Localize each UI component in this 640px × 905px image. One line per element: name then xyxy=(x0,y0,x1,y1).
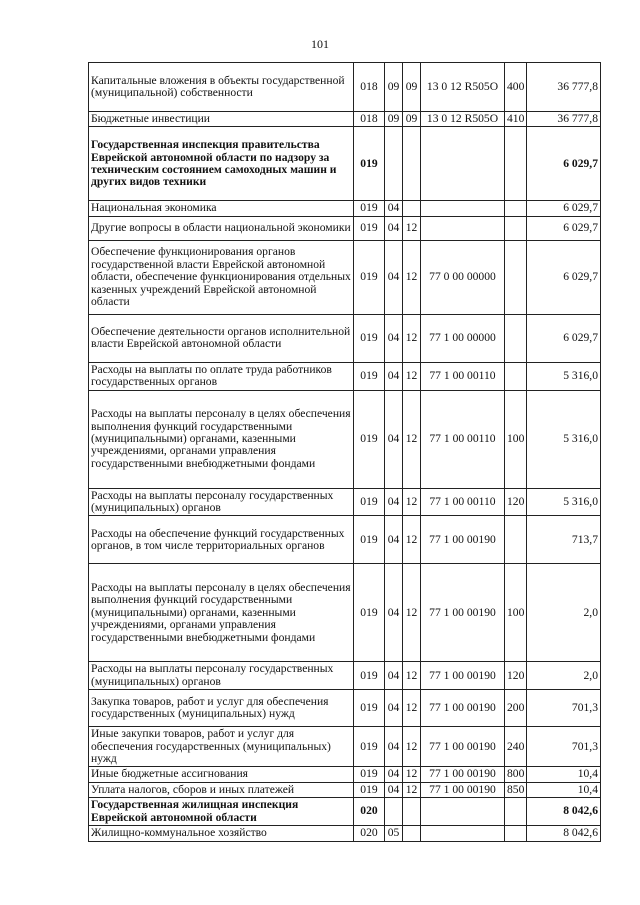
row-amount: 10,4 xyxy=(527,767,601,782)
row-subsection-code: 09 xyxy=(403,63,421,112)
table-row xyxy=(89,488,601,516)
table-row xyxy=(89,782,601,797)
row-expense-type-code: 850 xyxy=(505,782,527,797)
row-expense-type-code xyxy=(505,826,527,841)
row-name: Жилищно-коммунальное хозяйство xyxy=(89,826,354,841)
row-expense-type-code: 800 xyxy=(505,767,527,782)
row-expense-type-code xyxy=(505,201,527,216)
table-row xyxy=(89,826,601,841)
table-row xyxy=(89,240,601,314)
row-expense-type-code: 240 xyxy=(505,727,527,767)
table-row xyxy=(89,314,601,362)
row-section-code: 04 xyxy=(385,727,403,767)
row-name: Капитальные вложения в объекты государственной (муниципальной) собственности xyxy=(89,63,354,112)
table-row xyxy=(89,127,601,201)
row-expense-type-code xyxy=(505,127,527,201)
row-ved-code: 020 xyxy=(354,798,385,826)
row-subsection-code: 12 xyxy=(403,390,421,488)
row-target-article-code: 77 1 00 00190 xyxy=(421,690,505,727)
row-target-article-code: 77 0 00 00000 xyxy=(421,240,505,314)
row-subsection-code xyxy=(403,826,421,841)
row-section-code: 09 xyxy=(385,63,403,112)
row-section-code: 04 xyxy=(385,390,403,488)
row-ved-code: 019 xyxy=(354,201,385,216)
row-subsection-code: 12 xyxy=(403,240,421,314)
row-section-code: 04 xyxy=(385,662,403,690)
row-subsection-code xyxy=(403,201,421,216)
row-ved-code: 019 xyxy=(354,662,385,690)
row-target-article-code: 77 1 00 00190 xyxy=(421,662,505,690)
table-row xyxy=(89,727,601,767)
row-target-article-code: 77 1 00 00110 xyxy=(421,390,505,488)
row-ved-code: 019 xyxy=(354,488,385,516)
row-expense-type-code xyxy=(505,362,527,390)
row-amount: 6 029,7 xyxy=(527,201,601,216)
row-amount: 2,0 xyxy=(527,662,601,690)
table-row xyxy=(89,112,601,127)
page-number: 101 xyxy=(311,37,329,51)
row-amount: 6 029,7 xyxy=(527,127,601,201)
row-amount: 5 316,0 xyxy=(527,362,601,390)
table-row xyxy=(89,564,601,662)
row-ved-code: 019 xyxy=(354,516,385,564)
row-amount: 5 316,0 xyxy=(527,488,601,516)
row-amount: 36 777,8 xyxy=(527,112,601,127)
row-target-article-code: 77 1 00 00190 xyxy=(421,516,505,564)
row-subsection-code: 12 xyxy=(403,727,421,767)
row-ved-code: 019 xyxy=(354,314,385,362)
budget-table-body xyxy=(89,63,601,842)
row-amount: 36 777,8 xyxy=(527,63,601,112)
row-name: Расходы на выплаты персоналу государственных (муниципальных) органов xyxy=(89,662,354,690)
row-name: Расходы на выплаты персоналу государственных (муниципальных) органов xyxy=(89,488,354,516)
row-amount: 2,0 xyxy=(527,564,601,662)
row-expense-type-code xyxy=(505,516,527,564)
row-ved-code: 018 xyxy=(354,112,385,127)
row-subsection-code xyxy=(403,798,421,826)
row-name: Национальная экономика xyxy=(89,201,354,216)
row-name: Закупка товаров, работ и услуг для обеспечения государственных (муниципальных) нужд xyxy=(89,690,354,727)
row-ved-code: 019 xyxy=(354,127,385,201)
budget-table xyxy=(88,62,601,842)
row-target-article-code xyxy=(421,798,505,826)
row-subsection-code: 12 xyxy=(403,662,421,690)
row-expense-type-code: 100 xyxy=(505,564,527,662)
row-name: Государственная жилищная инспекция Еврейской автономной области xyxy=(89,798,354,826)
row-section-code xyxy=(385,127,403,201)
row-section-code: 05 xyxy=(385,826,403,841)
row-section-code: 04 xyxy=(385,201,403,216)
table-row xyxy=(89,516,601,564)
row-amount: 8 042,6 xyxy=(527,826,601,841)
row-target-article-code xyxy=(421,826,505,841)
row-section-code: 04 xyxy=(385,240,403,314)
row-target-article-code: 77 1 00 00190 xyxy=(421,767,505,782)
table-row xyxy=(89,362,601,390)
row-expense-type-code: 120 xyxy=(505,662,527,690)
row-name: Расходы на выплаты по оплате труда работников государственных органов xyxy=(89,362,354,390)
row-name: Иные бюджетные ассигнования xyxy=(89,767,354,782)
row-subsection-code: 12 xyxy=(403,516,421,564)
row-section-code: 04 xyxy=(385,314,403,362)
row-expense-type-code: 410 xyxy=(505,112,527,127)
row-target-article-code: 77 1 00 00190 xyxy=(421,564,505,662)
row-target-article-code xyxy=(421,201,505,216)
row-section-code: 09 xyxy=(385,112,403,127)
row-ved-code: 019 xyxy=(354,727,385,767)
row-section-code: 04 xyxy=(385,362,403,390)
row-ved-code: 019 xyxy=(354,216,385,240)
row-subsection-code: 12 xyxy=(403,690,421,727)
row-target-article-code: 77 1 00 00190 xyxy=(421,727,505,767)
row-target-article-code: 77 1 00 00190 xyxy=(421,782,505,797)
row-ved-code: 019 xyxy=(354,690,385,727)
row-section-code: 04 xyxy=(385,488,403,516)
row-section-code: 04 xyxy=(385,516,403,564)
row-expense-type-code: 100 xyxy=(505,390,527,488)
row-amount: 701,3 xyxy=(527,690,601,727)
table-row xyxy=(89,201,601,216)
row-expense-type-code xyxy=(505,314,527,362)
row-ved-code: 019 xyxy=(354,782,385,797)
row-target-article-code: 13 0 12 R505O xyxy=(421,112,505,127)
table-row xyxy=(89,216,601,240)
row-amount: 8 042,6 xyxy=(527,798,601,826)
row-name: Расходы на обеспечение функций государственных органов, в том числе территориальных органов xyxy=(89,516,354,564)
table-row xyxy=(89,767,601,782)
row-section-code: 04 xyxy=(385,782,403,797)
row-ved-code: 019 xyxy=(354,362,385,390)
row-ved-code: 019 xyxy=(354,564,385,662)
row-ved-code: 019 xyxy=(354,390,385,488)
table-row xyxy=(89,662,601,690)
row-subsection-code: 12 xyxy=(403,362,421,390)
row-name: Расходы на выплаты персоналу в целях обеспечения выполнения функций государственными (муниципальными) органами, казенными учреждениями, органами управления государственными внебюджетными фондами xyxy=(89,564,354,662)
row-name: Другие вопросы в области национальной экономики xyxy=(89,216,354,240)
row-subsection-code: 12 xyxy=(403,314,421,362)
row-subsection-code xyxy=(403,127,421,201)
row-name: Обеспечение функционирования органов государственной власти Еврейской автономной области, обеспечение функционирования отдельных казенных учреждений Еврейской автономной области xyxy=(89,240,354,314)
row-subsection-code: 12 xyxy=(403,782,421,797)
row-amount: 701,3 xyxy=(527,727,601,767)
row-section-code: 04 xyxy=(385,564,403,662)
row-section-code xyxy=(385,798,403,826)
table-row xyxy=(89,798,601,826)
row-name: Уплата налогов, сборов и иных платежей xyxy=(89,782,354,797)
row-subsection-code: 12 xyxy=(403,488,421,516)
row-amount: 6 029,7 xyxy=(527,240,601,314)
row-expense-type-code: 200 xyxy=(505,690,527,727)
row-amount: 6 029,7 xyxy=(527,216,601,240)
row-name: Государственная инспекция правительства Еврейской автономной области по надзору за техническим состоянием самоходных машин и других видов техники xyxy=(89,127,354,201)
row-expense-type-code: 120 xyxy=(505,488,527,516)
row-name: Расходы на выплаты персоналу в целях обеспечения выполнения функций государственными (муниципальными) органами, казенными учреждениями, органами управления государственными внебюджетными фондами xyxy=(89,390,354,488)
row-subsection-code: 12 xyxy=(403,564,421,662)
row-section-code: 04 xyxy=(385,690,403,727)
row-amount: 713,7 xyxy=(527,516,601,564)
row-subsection-code: 09 xyxy=(403,112,421,127)
row-expense-type-code xyxy=(505,216,527,240)
row-ved-code: 018 xyxy=(354,63,385,112)
row-target-article-code xyxy=(421,216,505,240)
row-section-code: 04 xyxy=(385,216,403,240)
row-target-article-code xyxy=(421,127,505,201)
row-amount: 10,4 xyxy=(527,782,601,797)
row-expense-type-code: 400 xyxy=(505,63,527,112)
row-target-article-code: 13 0 12 R505O xyxy=(421,63,505,112)
row-target-article-code: 77 1 00 00110 xyxy=(421,362,505,390)
row-ved-code: 020 xyxy=(354,826,385,841)
row-ved-code: 019 xyxy=(354,767,385,782)
row-expense-type-code xyxy=(505,798,527,826)
table-row xyxy=(89,690,601,727)
row-target-article-code: 77 1 00 00000 xyxy=(421,314,505,362)
row-target-article-code: 77 1 00 00110 xyxy=(421,488,505,516)
row-name: Обеспечение деятельности органов исполнительной власти Еврейской автономной области xyxy=(89,314,354,362)
row-section-code: 04 xyxy=(385,767,403,782)
row-subsection-code: 12 xyxy=(403,216,421,240)
row-name: Бюджетные инвестиции xyxy=(89,112,354,127)
row-name: Иные закупки товаров, работ и услуг для обеспечения государственных (муниципальных) нужд xyxy=(89,727,354,767)
table-row xyxy=(89,63,601,112)
row-amount: 6 029,7 xyxy=(527,314,601,362)
table-row xyxy=(89,390,601,488)
row-expense-type-code xyxy=(505,240,527,314)
row-subsection-code: 12 xyxy=(403,767,421,782)
row-ved-code: 019 xyxy=(354,240,385,314)
row-amount: 5 316,0 xyxy=(527,390,601,488)
